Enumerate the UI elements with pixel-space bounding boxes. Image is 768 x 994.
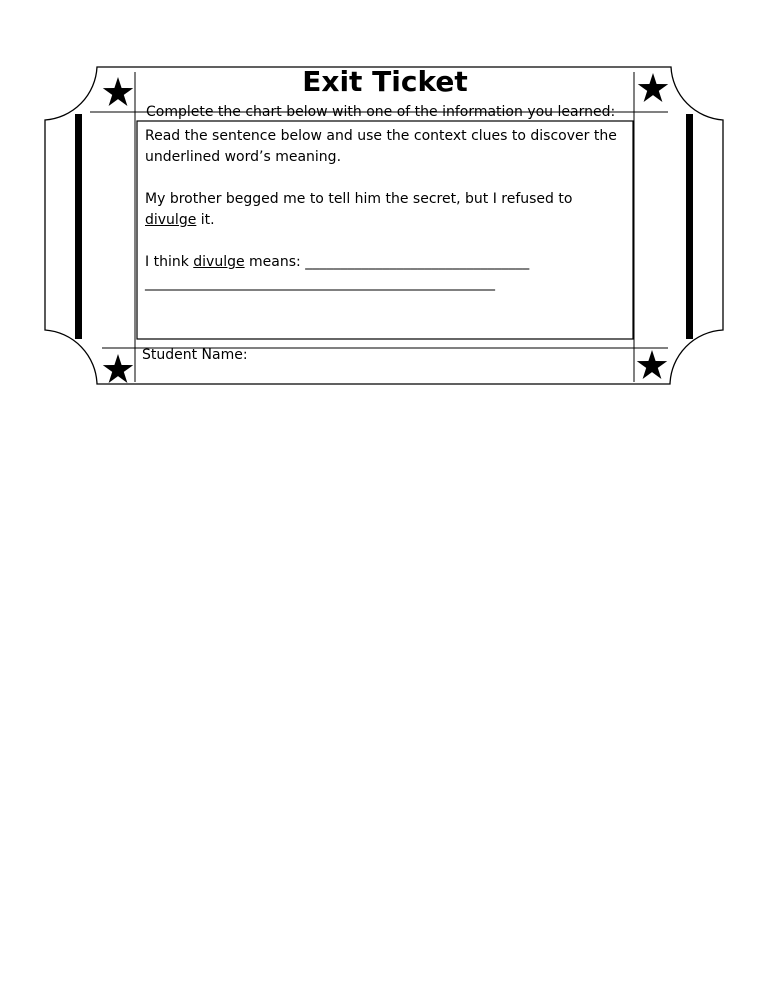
student-name-label: Student Name: xyxy=(142,347,248,363)
prompt-line-1: Read the sentence below and use the context clues to discover the xyxy=(145,128,617,144)
prompt-line-2: underlined word’s meaning. xyxy=(145,149,342,165)
answer-blank[interactable]: means: ________________________________ xyxy=(244,254,530,270)
cut-off-instruction: Complete the chart below with one of the information you learned: xyxy=(146,104,616,120)
answer-line-2[interactable]: __________________________________________________ xyxy=(145,275,495,291)
sentence-line-2: divulge it. xyxy=(145,212,215,228)
sentence-line-1: My brother begged me to tell him the secret, but I refused to xyxy=(145,191,573,207)
answer-underlined-word: divulge xyxy=(193,254,245,270)
left-thick-bar xyxy=(75,114,82,339)
page-title: Exit Ticket xyxy=(302,65,468,98)
question-content xyxy=(145,126,629,294)
underlined-word: divulge xyxy=(145,212,197,228)
right-thick-bar xyxy=(686,114,693,339)
answer-line-1: I think divulge means: ________________________________ xyxy=(145,254,530,270)
